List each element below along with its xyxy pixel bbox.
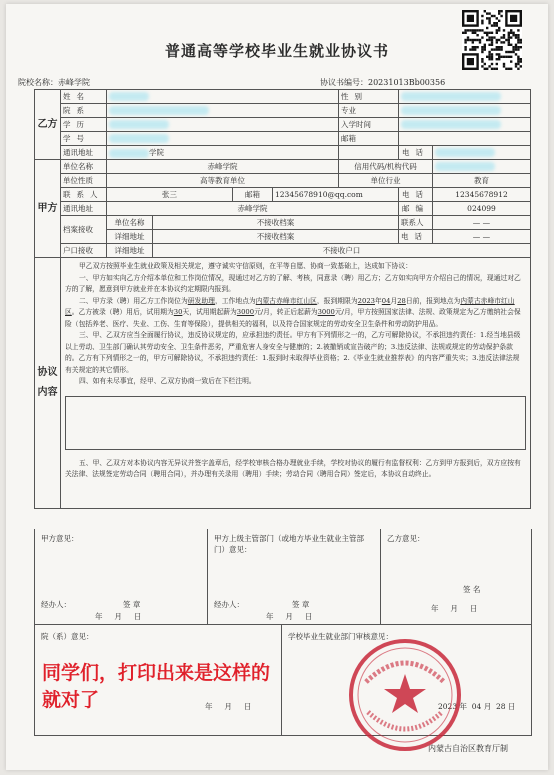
signature-row-1 — [34, 529, 532, 625]
archive-label: 档案接收 — [61, 216, 107, 244]
zip-label: 邮编 — [399, 202, 433, 216]
school-review-box: 学校毕业生就业部门审核意见： 2023 年 04 月 28 日 — [288, 632, 516, 711]
supervisor-opinion-box: 甲方上级主管部门（或地方毕业生就业主管部门）意见： 经办人： 签 章 年 月 日 — [208, 529, 381, 624]
hukou-addr-label: 详细地址 — [107, 244, 153, 258]
a-email-value: 12345678910@qq.com — [273, 188, 399, 202]
a-address-value: 赤峰学院 — [107, 202, 399, 216]
name-value — [107, 90, 339, 104]
a-email-label: 邮箱 — [233, 188, 273, 202]
official-seal-icon — [346, 636, 464, 754]
address-label: 通讯地址 — [61, 146, 107, 160]
industry-value: 教育 — [433, 174, 531, 188]
clause-intro: 甲乙双方按照毕业生就业政策及相关规定，遵守诚实守信原则，在平等自愿、协商一致基础上，达成如下协议： — [79, 262, 413, 270]
enroll-value — [399, 118, 531, 132]
clause-two: 二、甲方录（聘）用乙方工作岗位为研发助理，工作地点为内蒙古赤峰市红山区，报到期限为2023年04月28日前，报到地点为内蒙古赤峰市红山区。乙方被录（聘）用后，试用期为30天，试用期起薪为3000元/月，转正后起薪为3000元/月，甲方按照国家法律、法规、政策规定为乙方缴纳社会保险（包括养老、医疗、失业、工伤、生育等保险），提供相关的福利，以及符合国家规定的劳动安全卫生条件和劳动防护用品。 — [65, 296, 521, 328]
issuer-footer: 内蒙古自治区教育厅制 — [428, 744, 508, 753]
archive-phone-value: — — — [433, 230, 531, 244]
college-opinion-box: 院（系）意见： 年 月 日 — [35, 625, 282, 735]
document-title: 普通高等学校毕业生就业协议书 — [164, 42, 389, 60]
unit-nature-value: 高等教育单位 — [107, 174, 339, 188]
archive-unit-value: 不接收档案 — [153, 216, 399, 230]
agreement-form — [34, 89, 531, 509]
clause-three: 三、甲、乙双方应当全面履行协议，违反协议规定的，应承担违约责任。甲方有下列情形之一的，乙方可解除协议，不承担违约责任：1.经当地县级以上劳动、卫生部门确认其劳动安全、卫生条件恶劣，严重危害人身安全与健康的；2.被撤销或宣告破产的；3.违反法律、法规或规定的劳动保护条款的。乙方有下列情形之一的，甲方可解除协议，不承担违约责任：1.报到时未取得毕业资格；2.《毕业生就业推荐表》的内容严重失实；3.违反法律法规有关规定的其它情形。 — [65, 331, 521, 374]
zip-value: 024099 — [433, 202, 531, 216]
student-no-value — [107, 132, 339, 146]
hukou-addr-value: 不接收户口 — [153, 244, 531, 258]
unit-name-value: 赤峰学院 — [107, 160, 339, 174]
email-value — [399, 132, 531, 146]
enroll-label: 入学时间 — [339, 118, 399, 132]
industry-label: 单位行业 — [339, 174, 433, 188]
archive-contact-label: 联系人 — [399, 216, 433, 230]
gender-value — [399, 90, 531, 104]
contact-label: 联系人 — [61, 188, 107, 202]
remarks-box — [65, 396, 526, 450]
annotation-overlay: 同学们，打印出来是这样的 就对了 — [42, 662, 271, 711]
clause-one: 一、甲方如实向乙方介绍本单位和工作岗位情况，现通过对乙方的了解、考核，同意录（聘）用乙方；乙方如实向甲方介绍自己的情况，现通过对乙方的了解，愿意到甲方就业并在本协议约定期限内报到。 — [65, 273, 521, 293]
a-address-label: 通讯地址 — [61, 202, 107, 216]
contact-value: 张三 — [107, 188, 233, 202]
a-phone-label: 电话 — [399, 188, 433, 202]
education-value — [107, 118, 339, 132]
archive-phone-label: 电话 — [399, 230, 433, 244]
school-name-line: 院校名称：赤峰学院 — [18, 78, 90, 87]
credit-code-label: 信用代码/机构代码 — [339, 160, 433, 174]
major-value — [399, 104, 531, 118]
archive-unit-label: 单位名称 — [107, 216, 153, 230]
phone-label: 电话 — [399, 146, 433, 160]
archive-addr-value: 不接收档案 — [153, 230, 399, 244]
student-no-label: 学号 — [61, 132, 107, 146]
agreement-sheet — [6, 4, 548, 770]
education-label: 学历 — [61, 118, 107, 132]
address-value: 学院 — [107, 146, 339, 160]
email-label: 邮箱 — [339, 132, 399, 146]
college-label: 院系 — [61, 104, 107, 118]
archive-addr-label: 详细地址 — [107, 230, 153, 244]
unit-name-label: 单位名称 — [61, 160, 107, 174]
hukou-label: 户口接收 — [61, 244, 107, 258]
clause-four: 四、如有未尽事宜，经甲、乙双方协商一致后在下栏注明。 — [79, 377, 256, 385]
name-label: 姓名 — [61, 90, 107, 104]
party-a-opinion-box: 甲方意见： 经办人： 签 章 年 月 日 — [35, 529, 208, 624]
agreement-side-label: 协议内容 — [35, 258, 61, 509]
party-b-side-label: 乙方 — [35, 90, 61, 160]
archive-contact-value: — — — [433, 216, 531, 230]
major-label: 专业 — [339, 104, 399, 118]
agreement-number-line: 协议书编号：20231013Bb00356 — [320, 78, 446, 87]
credit-code-value — [433, 160, 531, 174]
gender-label: 性别 — [339, 90, 399, 104]
agreement-content — [61, 258, 531, 509]
unit-nature-label: 单位性质 — [61, 174, 107, 188]
clause-five: 五、甲、乙双方对本协议内容无异议并签字盖章后，经学校审核合格办理就业手续，学校对协议的履行有监督权利：乙方到甲方报到后，双方应按有关法律、法规签定劳动合同（聘用合同），并办理有关录用（聘用）手续；劳动合同（聘用合同）签定后，本协议自动终止。 — [65, 458, 521, 478]
party-b-opinion-box: 乙方意见： 签 名 年 月 日 — [387, 534, 481, 613]
party-a-side-label: 甲方 — [35, 160, 61, 258]
college-value — [107, 104, 339, 118]
a-phone-value: 12345678912 — [433, 188, 531, 202]
